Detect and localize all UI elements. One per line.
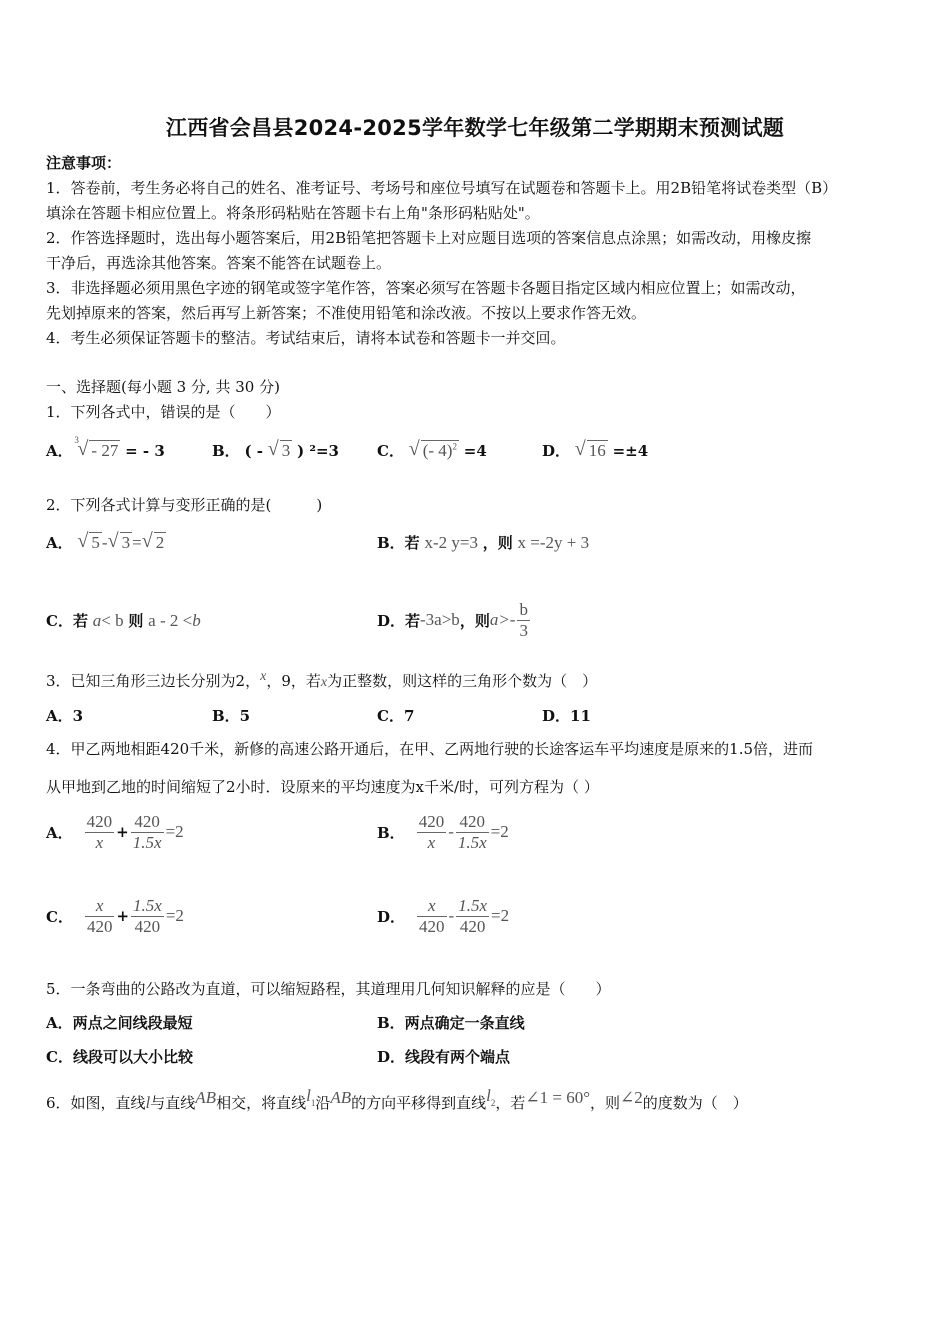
q3-option-d: D．11 [542, 707, 591, 725]
square-root: √ 2 [141, 530, 165, 552]
stem-text: ，则 [590, 1094, 621, 1112]
q3-option-c: C．7 [377, 707, 415, 725]
square-root: √ 16 [574, 438, 606, 460]
fraction [131, 812, 164, 853]
minus-sign: - [448, 822, 454, 841]
subscript: 2 [490, 1098, 496, 1108]
radicand: 2 [155, 533, 165, 552]
option-label: B． [212, 442, 240, 460]
option-label: A． [46, 534, 73, 552]
numerator: 1.5x [133, 895, 162, 915]
stem-text: 相交，将直线 [216, 1094, 307, 1112]
square-root: √ 3 [267, 438, 291, 460]
connector: ，则 [482, 534, 513, 552]
q1-option-a [46, 435, 165, 461]
stem-text: ，若 [495, 1094, 526, 1112]
notice-line: 4．考生必须保证答题卡的整洁。考试结束后，请将本试卷和答题卡一并交回。 [46, 329, 566, 347]
q2-option-d [377, 590, 532, 650]
minus-sign: - [448, 906, 455, 925]
variable: x [320, 675, 328, 690]
square-root: √ 5 [77, 530, 100, 552]
option-label: C．若 [46, 612, 88, 630]
fraction [417, 812, 447, 853]
q3-option-b: B．5 [212, 707, 251, 725]
radicand: - 27 [91, 441, 119, 460]
minus-sign: - [101, 533, 108, 552]
angle-expression: ∠1 = 60° [525, 1088, 591, 1107]
q1-option-d [542, 440, 648, 461]
expression: x =-2y + 3 [517, 533, 590, 552]
expression-tail: =4 [463, 442, 487, 460]
expression: < b [101, 611, 124, 630]
denominator: 420 [419, 916, 445, 936]
fraction [417, 896, 447, 937]
expression: x-2 y=3 [424, 533, 478, 552]
variable: l [306, 1086, 311, 1105]
question-2-stem: 2．下列各式计算与变形正确的是( ) [46, 496, 323, 514]
numerator: 420 [418, 811, 445, 831]
expression: a - 2 < [148, 611, 193, 630]
section-heading: 一、选择题(每小题 3 分, 共 30 分) [46, 378, 280, 396]
page-title: 江西省会昌县2024-2025学年数学七年级第二学期期末预测试题 [165, 116, 785, 140]
q3-option-a: A．3 [46, 707, 84, 725]
variable: x [260, 669, 267, 684]
q5-option-c: C．线段可以大小比较 [46, 1048, 193, 1066]
denominator: 420 [459, 916, 486, 936]
equals-sign: = [132, 533, 142, 552]
square-root: √ 3 [107, 530, 131, 552]
stem-text: 为正整数，则这样的三角形个数为（ ） [327, 672, 598, 690]
fraction [85, 896, 115, 937]
expression-open: ( - [244, 442, 264, 460]
denominator: 1.5x [132, 832, 162, 852]
angle-expression: ∠2 [620, 1088, 643, 1107]
equals-two: =2 [490, 906, 510, 925]
option-label: C． [46, 907, 73, 926]
root-index: 3 [74, 435, 79, 445]
equals-two: =2 [490, 822, 509, 841]
cube-root: 3 √ - 27 [74, 435, 119, 460]
question-6-stem [46, 1086, 748, 1114]
connector: ，则 [459, 611, 490, 630]
expression: a>- [489, 610, 516, 629]
notice-line: 1．答卷前，考生务必将自己的姓名、准考证号、考场号和座位号填写在试题卷和答题卡上。用2B铅笔将试卷类型（B） [46, 179, 838, 197]
q5-option-a: A．两点之间线段最短 [46, 1014, 193, 1032]
option-label: B． [377, 823, 405, 842]
stem-text: 3．已知三角形三边长分别为2， [46, 672, 261, 690]
denominator: x [95, 832, 104, 852]
subscript: 1 [310, 1098, 316, 1108]
variable: AB [195, 1088, 217, 1107]
notice-heading: 注意事项： [46, 154, 122, 172]
denominator: 1.5x [457, 832, 487, 852]
question-4-line-2: 从甲地到乙地的时间缩短了2小时．设原来的平均速度为x千米/时，可列方程为（ ） [46, 778, 599, 796]
plus-sign: + [116, 823, 129, 841]
stem-text: 的方向平移得到直线 [351, 1094, 487, 1112]
option-label: C． [377, 442, 404, 460]
numerator: 1.5x [458, 895, 487, 915]
option-label: B．若 [377, 534, 420, 552]
numerator: x [95, 895, 104, 915]
fraction [456, 812, 489, 853]
equals-two: =2 [165, 822, 184, 841]
exponent: 2 [452, 441, 457, 452]
question-4-line-1: 4．甲乙两地相距420千米，新修的高速公路开通后，在甲、乙两地行驶的长途客运车平均速度是原来的1.5倍，进而 [46, 740, 814, 758]
expression: -3a>b [420, 610, 460, 629]
option-label: A． [46, 442, 73, 460]
stem-text: ，9，若 [266, 672, 321, 690]
expression: a [92, 611, 102, 630]
radicand: 3 [121, 533, 131, 552]
question-3-stem [46, 670, 597, 691]
denominator: 420 [86, 916, 113, 936]
notice-line: 先划掉原来的答案，然后再写上新答案；不准使用铅笔和涂改液。不按以上要求作答无效。 [46, 304, 647, 322]
numerator: b [519, 599, 528, 619]
q1-option-b [212, 440, 339, 461]
q4-option-a [46, 806, 184, 858]
numerator: x [427, 895, 436, 915]
expression-tail: = - 3 [125, 442, 165, 460]
numerator: 420 [134, 811, 160, 831]
q1-option-c [377, 440, 487, 461]
plus-sign: + [116, 907, 130, 925]
radicand: 3 [281, 441, 291, 460]
connector: 则 [128, 612, 144, 630]
notice-line: 填涂在答题卡相应位置上。将条形码粘贴在答题卡右上角"条形码粘贴处"。 [46, 204, 540, 222]
square-root: √ (- 4)$^2$ [408, 438, 457, 460]
q2-option-c [46, 610, 201, 631]
numerator: 420 [86, 811, 113, 831]
variable: AB [330, 1088, 352, 1107]
stem-text: 的度数为（ ） [642, 1094, 748, 1112]
variable: l [486, 1086, 491, 1105]
question-1-stem: 1．下列各式中，错误的是（ ） [46, 403, 281, 421]
fraction [131, 896, 164, 937]
fraction [85, 812, 115, 853]
option-label: D． [377, 907, 406, 926]
radicand: 5 [91, 533, 100, 552]
fraction [456, 896, 489, 937]
fraction [517, 600, 530, 641]
option-label: D．若 [377, 611, 421, 630]
question-5-stem: 5．一条弯曲的公路改为直道，可以缩短路程，其道理用几何知识解释的应是（ ） [46, 980, 611, 998]
numerator: 420 [459, 811, 485, 831]
stem-text: 沿 [315, 1094, 331, 1112]
denominator: 3 [519, 620, 528, 640]
denominator: 420 [134, 916, 161, 936]
variable: l [145, 1093, 151, 1112]
q2-option-b [377, 532, 589, 553]
q2-option-a [46, 532, 166, 553]
notice-line: 3．非选择题必须用黑色字迹的钢笔或签字笔作答，答案必须写在答题卡各题目指定区域内相应位置上；如需改动， [46, 279, 806, 297]
expression-tail: ) ²=3 [297, 442, 339, 460]
q4-option-c [46, 890, 184, 942]
expression: b [192, 611, 201, 630]
denominator: x [427, 832, 436, 852]
q4-option-b [377, 806, 509, 858]
stem-text: 6．如图，直线 [46, 1094, 146, 1112]
radicand: 16 [588, 441, 606, 460]
equals-two: =2 [165, 906, 184, 925]
notice-line: 2．作答选择题时，选出每小题答案后，用2B铅笔把答题卡上对应题目选项的答案信息点涂黑；如需改动，用橡皮擦 [46, 229, 812, 247]
q5-option-b: B．两点确定一条直线 [377, 1014, 525, 1032]
q5-option-d: D．线段有两个端点 [377, 1048, 511, 1066]
q4-option-d [377, 890, 509, 942]
stem-text: 与直线 [150, 1094, 196, 1112]
radicand: (- 4) [422, 441, 453, 460]
option-label: A． [46, 823, 73, 842]
option-label: D． [542, 442, 571, 460]
notice-line: 干净后，再选涂其他答案。答案不能答在试题卷上。 [46, 254, 392, 272]
expression-tail: =±4 [612, 442, 649, 460]
